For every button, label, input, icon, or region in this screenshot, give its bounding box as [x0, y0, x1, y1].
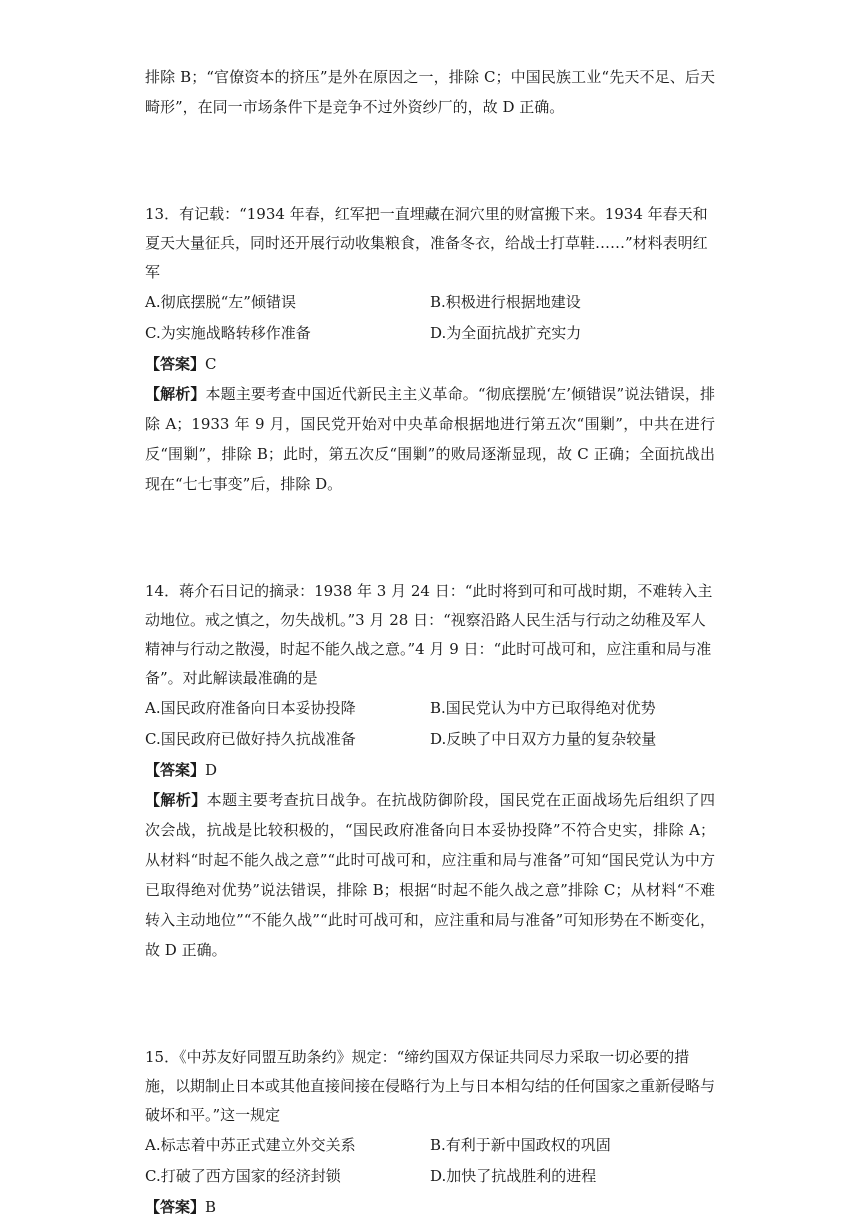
question-stem: 13．有记载：“1934 年春，红军把一直埋藏在洞穴里的财富搬下来。1934 年春天和夏天大量征兵，同时还开展行动收集粮食，准备冬衣，给战士打草鞋……”材料表明红军: [145, 205, 708, 281]
answer-tag: 【答案】: [145, 1198, 206, 1216]
document-page: [145, 62, 715, 1222]
answer-value: C: [205, 355, 217, 373]
answer-tag: 【答案】: [145, 355, 206, 373]
option-d: D.反映了中日双方力量的复杂较量: [430, 730, 657, 748]
option-d: D.为全面抗战扩充实力: [430, 324, 582, 342]
option-grid: [145, 693, 715, 755]
analysis-text: 本题主要考查中国近代新民主主义革命。“彻底摆脱‘左’倾错误”说法错误，排除 A；1933 年 9 月，国民党开始对中央革命根据地进行第五次“围剿”，中共在进行反“围剿”，排除 B；此时，第五次反“围剿”的败局逐渐显现，故 C 正确；全面抗战出现在“七七事变”后，排除 D。: [145, 385, 715, 493]
option-grid: [145, 287, 715, 349]
question-13: [145, 200, 715, 499]
analysis-tag: 【解析】: [145, 385, 206, 403]
answer-tag: 【答案】: [145, 761, 206, 779]
spacer: [145, 965, 715, 1043]
option-d: D.加快了抗战胜利的进程: [430, 1167, 597, 1185]
option-a: A.国民政府准备向日本妥协投降: [145, 699, 356, 717]
spacer: [145, 122, 715, 200]
option-c: C.为实施战略转移作准备: [145, 324, 311, 342]
analysis-tag: 【解析】: [145, 791, 207, 809]
option-b: B.有利于新中国政权的巩固: [430, 1136, 611, 1154]
option-c: C.打破了西方国家的经济封锁: [145, 1167, 341, 1185]
answer-line: [145, 1192, 715, 1222]
answer-line: [145, 349, 715, 379]
answer-line: [145, 755, 715, 785]
analysis-paragraph: [145, 379, 715, 499]
option-b: B.国民党认为中方已取得绝对优势: [430, 699, 656, 717]
previous-analysis-tail: 排除 B；“官僚资本的挤压”是外在原因之一，排除 C；中国民族工业“先天不足、后天畸形”，在同一市场条件下是竞争不过外资纱厂的，故 D 正确。: [145, 68, 715, 116]
question-stem: 14．蒋介石日记的摘录：1938 年 3 月 24 日：“此时将到可和可战时期，不难转入主动地位。戒之慎之，勿失战机。”3 月 28 日：“视察沿路人民生活与行动之幼稚及军人精神与行动之散漫，时起不能久战之意。”4 月 9 日：“此时可战可和，应注重和局与准备”。对此解读最准确的是: [145, 582, 713, 687]
option-c: C.国民政府已做好持久抗战准备: [145, 730, 356, 748]
spacer: [145, 499, 715, 577]
question-14: [145, 577, 715, 965]
answer-value: D: [205, 761, 218, 779]
option-grid: [145, 1130, 715, 1192]
answer-value: B: [205, 1198, 217, 1216]
question-stem: 15．《中苏友好同盟互助条约》规定：“缔约国双方保证共同尽力采取一切必要的措施，以期制止日本或其他直接间接在侵略行为上与日本相勾结的任何国家之重新侵略与破坏和平。”这一规定: [145, 1048, 716, 1124]
question-15: [145, 1043, 715, 1222]
option-a: A.标志着中苏正式建立外交关系: [145, 1136, 356, 1154]
option-b: B.积极进行根据地建设: [430, 293, 581, 311]
analysis-text: 本题主要考查抗日战争。在抗战防御阶段，国民党在正面战场先后组织了四次会战，抗战是比较积极的，“国民政府准备向日本妥协投降”不符合史实，排除 A；从材料“时起不能久战之意”“此时可战可和，应注重和局与准备”可知“国民党认为中方已取得绝对优势”说法错误，排除 B；根据“时起不能久战之意”排除 C；从材料“不难转入主动地位”“不能久战”“此时可战可和，应注重和局与准备”可知形势在不断变化，故 D 正确。: [145, 791, 715, 959]
option-a: A.彻底摆脱“左”倾错误: [145, 293, 296, 311]
analysis-paragraph: [145, 785, 715, 965]
